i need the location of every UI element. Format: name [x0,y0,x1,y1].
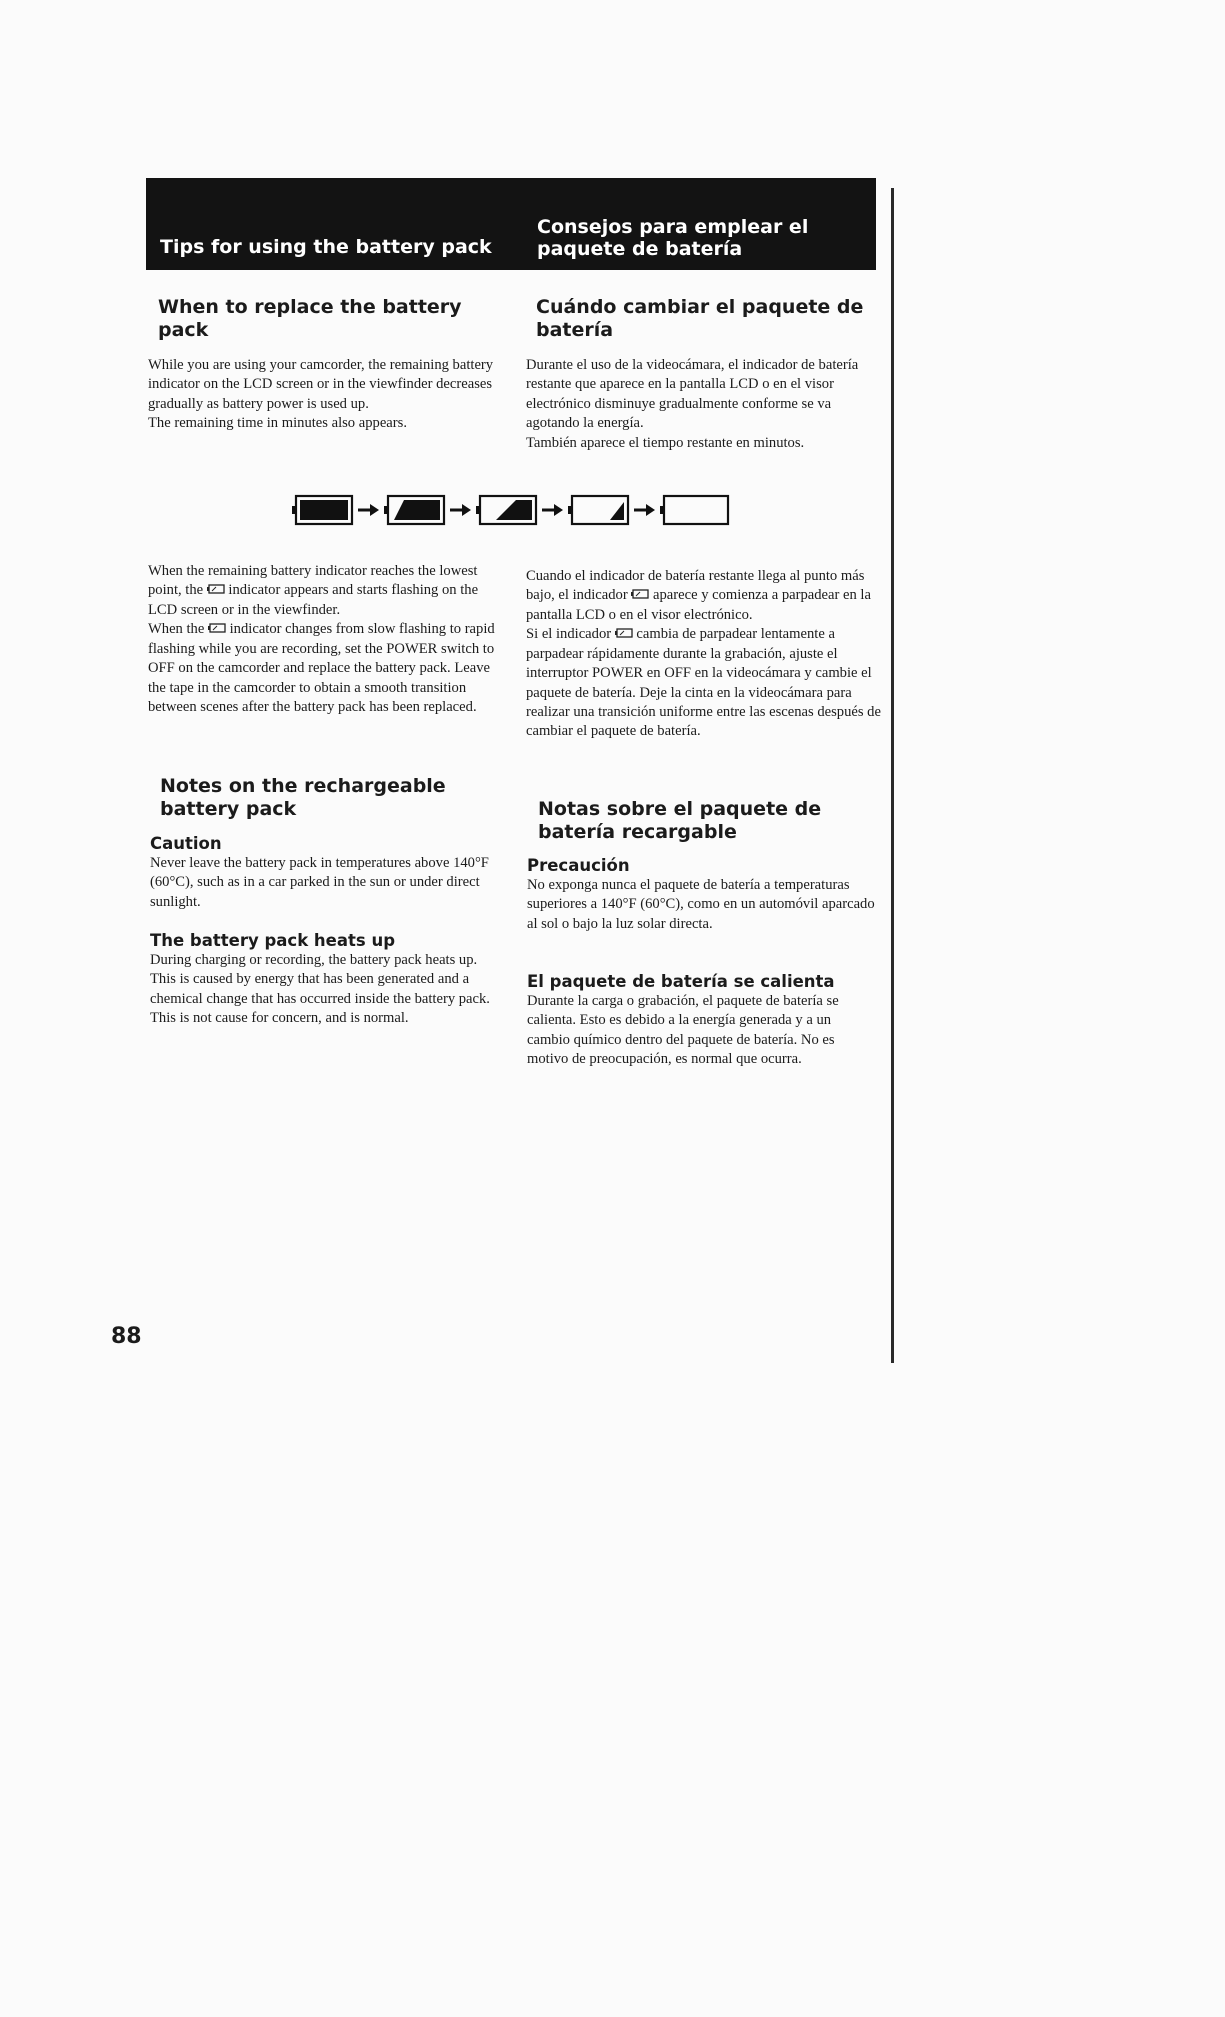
spanish-section2 [538,798,858,844]
arrow-right-icon [634,504,655,516]
empty-battery-icon [615,625,633,644]
arrow-right-icon [450,504,471,516]
spanish-remaining-time-paragraph: También aparece el tiempo restante en minutos. [526,434,805,451]
spanish-replace-text-a: Si el indicador [526,626,615,643]
english-remaining-time-paragraph: The remaining time in minutes also appears. [148,415,407,432]
battery-empty-icon [660,496,728,524]
spanish-intro-paragraph: Durante el uso de la videocámara, el indicador de batería restante que aparece en la pantalla LCD o en el visor electrónico disminuye gradualmente conforme se va agotando la energía. [526,357,859,432]
english-caution-text: Never leave the battery pack in temperatures above 140°F (60°C), such as in a car parked in the sun or under direct sunlight. [150,855,489,910]
battery-level-icon [384,496,444,524]
empty-battery-icon [208,620,226,639]
page-number: 88 [111,1324,142,1349]
english-caution [150,834,502,912]
spanish-heats-text: Durante la carga o grabación, el paquete de batería se calienta. Esto es debido a la energía generada y a un cambio químico dentro del paquete de batería. No es motivo de preocupación, es normal que ocurra. [527,993,839,1068]
section-header-bar [146,178,876,270]
english-section1-title: When to replace the battery pack [158,296,462,341]
english-heats [150,931,502,1029]
spanish-caution-text: No exponga nunca el paquete de batería a temperaturas superiores a 140°F (60°C), como en un automóvil aparcado al sol o bajo la luz solar directa. [527,877,875,932]
battery-level-icon [292,496,352,524]
spanish-replace-text-b: cambia de parpadear lentamente a parpadear rápidamente durante la grabación, ajuste el interruptor POWER en OFF en la videocámara y cambie el paquete de batería. Deje la cinta en la videocámara para realizar una transición uniforme entre las escenas después de cambiar el paquete de batería. [526,626,881,740]
page-edge-rule [891,188,894,1363]
english-replace-text-a: When the [148,621,208,638]
english-intro [148,356,500,434]
battery-indicator-sequence [292,492,742,528]
battery-level-icon [568,496,628,524]
empty-battery-icon [207,581,225,600]
spanish-low-battery [526,567,888,742]
english-caution-title: Caution [150,834,222,853]
english-section1 [158,296,478,342]
spanish-low-battery-text-a: Cuando el indicador de batería restante llega al punto más bajo, el indicador [526,568,865,604]
battery-sequence-diagram [292,492,742,528]
spanish-caution-title: Precaución [527,856,630,875]
header-title-english: Tips for using the battery pack [160,236,492,258]
spanish-section2-title: Notas sobre el paquete de batería recargable [538,798,822,843]
spanish-section1-title: Cuándo cambiar el paquete de batería [536,296,864,341]
spanish-heats [527,972,872,1070]
english-low-battery [148,562,503,717]
english-section2 [160,775,460,821]
english-intro-paragraph: While you are using your camcorder, the remaining battery indicator on the LCD screen or in the viewfinder decreases gradually as battery power is used up. [148,357,494,412]
spanish-intro [526,356,882,453]
spanish-replace-paragraph [526,625,888,741]
arrow-right-icon [358,504,379,516]
arrow-right-icon [542,504,563,516]
battery-level-icon [476,496,536,524]
english-low-battery-paragraph [148,562,503,620]
header-title-spanish: Consejos para emplear el paquete de batería [537,216,809,260]
english-heats-title: The battery pack heats up [150,931,396,950]
english-section2-title: Notes on the rechargeable battery pack [160,775,446,820]
english-heats-text: During charging or recording, the battery pack heats up. This is caused by energy that has been generated and a chemical change that has occurred inside the battery pack. This is not cause for concern, and is normal. [150,952,490,1027]
english-replace-paragraph [148,620,503,717]
spanish-low-battery-paragraph [526,567,888,625]
spanish-low-battery-text-b: aparece y comienza a parpadear en la pantalla LCD o en el visor electrónico. [526,587,871,623]
english-low-battery-text-a: When the remaining battery indicator reaches the lowest point, the [148,563,478,599]
spanish-section1 [536,296,876,342]
empty-battery-icon [631,586,649,605]
spanish-heats-title: El paquete de batería se calienta [527,972,835,991]
spanish-caution [527,856,887,934]
english-low-battery-text-b: indicator appears and starts flashing on the LCD screen or in the viewfinder. [148,582,479,618]
english-replace-text-b: indicator changes from slow flashing to rapid flashing while you are recording, set the POWER switch to OFF on the camcorder and replace the battery pack. Leave the tape in the camcorder to obtain a smooth transition between scenes after the battery pack has been replaced. [148,621,495,715]
